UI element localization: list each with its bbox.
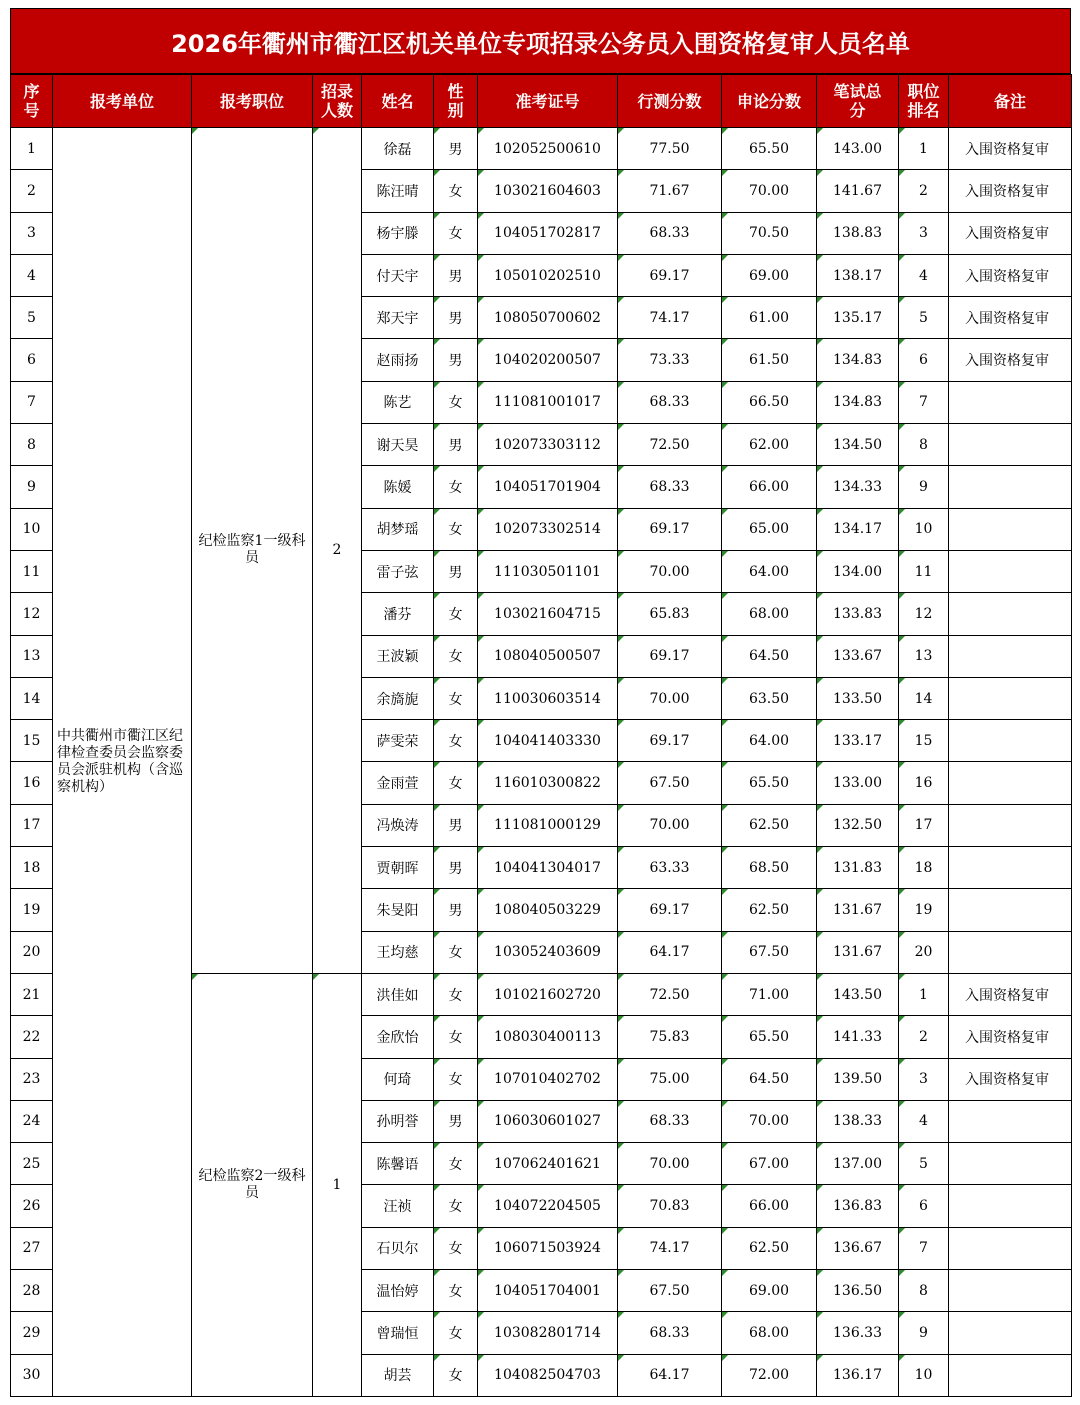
cell-remark bbox=[949, 1312, 1072, 1354]
cell-rank: 15 bbox=[899, 720, 949, 762]
cell-ticket-number: 103052403609 bbox=[478, 931, 618, 973]
cell-ticket-number: 111081000129 bbox=[478, 804, 618, 846]
cell-gender: 女 bbox=[434, 1227, 478, 1269]
cell-ticket-number: 102073303112 bbox=[478, 424, 618, 466]
cell-rank: 3 bbox=[899, 1058, 949, 1100]
cell-ticket-number: 107010402702 bbox=[478, 1058, 618, 1100]
cell-index: 1 bbox=[11, 128, 53, 170]
cell-rank: 9 bbox=[899, 1312, 949, 1354]
cell-total-score: 136.67 bbox=[817, 1227, 899, 1269]
cell-shenlun-score: 62.00 bbox=[722, 424, 817, 466]
cell-gender: 女 bbox=[434, 1312, 478, 1354]
cell-name: 温怡婷 bbox=[362, 1270, 434, 1312]
cell-ticket-number: 103082801714 bbox=[478, 1312, 618, 1354]
cell-remark bbox=[949, 1185, 1072, 1227]
cell-rank: 4 bbox=[899, 254, 949, 296]
cell-remark: 入围资格复审 bbox=[949, 1016, 1072, 1058]
cell-ticket-number: 104072204505 bbox=[478, 1185, 618, 1227]
results-sheet bbox=[10, 8, 1071, 1397]
cell-remark: 入围资格复审 bbox=[949, 212, 1072, 254]
cell-shenlun-score: 62.50 bbox=[722, 804, 817, 846]
cell-name: 王均慈 bbox=[362, 931, 434, 973]
cell-total-score: 131.67 bbox=[817, 931, 899, 973]
cell-gender: 女 bbox=[434, 212, 478, 254]
cell-ticket-number: 110030603514 bbox=[478, 677, 618, 719]
cell-total-score: 136.50 bbox=[817, 1270, 899, 1312]
cell-index: 4 bbox=[11, 254, 53, 296]
cell-rank: 20 bbox=[899, 931, 949, 973]
header-cell-gender: 性别 bbox=[434, 75, 478, 128]
cell-rank: 10 bbox=[899, 508, 949, 550]
header-cell-name: 姓名 bbox=[362, 75, 434, 128]
cell-total-score: 132.50 bbox=[817, 804, 899, 846]
cell-total-score: 133.83 bbox=[817, 593, 899, 635]
cell-shenlun-score: 64.50 bbox=[722, 1058, 817, 1100]
cell-index: 21 bbox=[11, 973, 53, 1015]
cell-index: 19 bbox=[11, 889, 53, 931]
cell-shenlun-score: 68.00 bbox=[722, 1312, 817, 1354]
cell-rank: 6 bbox=[899, 1185, 949, 1227]
cell-rank: 2 bbox=[899, 1016, 949, 1058]
cell-name: 曾瑞恒 bbox=[362, 1312, 434, 1354]
cell-total-score: 134.83 bbox=[817, 381, 899, 423]
cell-xingce-score: 64.17 bbox=[618, 1354, 722, 1396]
cell-remark bbox=[949, 424, 1072, 466]
cell-remark: 入围资格复审 bbox=[949, 973, 1072, 1015]
cell-xingce-score: 68.33 bbox=[618, 1100, 722, 1142]
cell-index: 16 bbox=[11, 762, 53, 804]
cell-index: 18 bbox=[11, 847, 53, 889]
cell-ticket-number: 104051704001 bbox=[478, 1270, 618, 1312]
cell-ticket-number: 116010300822 bbox=[478, 762, 618, 804]
cell-name: 郑天宇 bbox=[362, 297, 434, 339]
cell-remark bbox=[949, 635, 1072, 677]
cell-xingce-score: 68.33 bbox=[618, 212, 722, 254]
cell-index: 17 bbox=[11, 804, 53, 846]
cell-remark bbox=[949, 1270, 1072, 1312]
cell-shenlun-score: 65.50 bbox=[722, 762, 817, 804]
cell-index: 29 bbox=[11, 1312, 53, 1354]
cell-shenlun-score: 64.00 bbox=[722, 550, 817, 592]
cell-rank: 7 bbox=[899, 381, 949, 423]
cell-gender: 女 bbox=[434, 973, 478, 1015]
cell-name: 陈馨语 bbox=[362, 1143, 434, 1185]
cell-gender: 女 bbox=[434, 1058, 478, 1100]
cell-gender: 男 bbox=[434, 804, 478, 846]
cell-index: 15 bbox=[11, 720, 53, 762]
cell-ticket-number: 108050700602 bbox=[478, 297, 618, 339]
cell-shenlun-score: 64.50 bbox=[722, 635, 817, 677]
cell-shenlun-score: 65.00 bbox=[722, 508, 817, 550]
cell-remark bbox=[949, 550, 1072, 592]
cell-name: 陈汪晴 bbox=[362, 170, 434, 212]
cell-shenlun-score: 63.50 bbox=[722, 677, 817, 719]
cell-total-score: 141.67 bbox=[817, 170, 899, 212]
cell-rank: 16 bbox=[899, 762, 949, 804]
cell-gender: 女 bbox=[434, 1185, 478, 1227]
cell-gender: 男 bbox=[434, 847, 478, 889]
cell-ticket-number: 105010202510 bbox=[478, 254, 618, 296]
cell-shenlun-score: 66.00 bbox=[722, 466, 817, 508]
cell-ticket-number: 111081001017 bbox=[478, 381, 618, 423]
cell-gender: 女 bbox=[434, 931, 478, 973]
cell-total-score: 133.17 bbox=[817, 720, 899, 762]
cell-remark bbox=[949, 1100, 1072, 1142]
cell-index: 12 bbox=[11, 593, 53, 635]
cell-quota: 1 bbox=[313, 973, 362, 1396]
header-cell-quota: 招录人数 bbox=[313, 75, 362, 128]
header-row bbox=[11, 75, 1072, 128]
table-body bbox=[11, 128, 1072, 1397]
cell-rank: 4 bbox=[899, 1100, 949, 1142]
cell-shenlun-score: 71.00 bbox=[722, 973, 817, 1015]
cell-remark: 入围资格复审 bbox=[949, 1058, 1072, 1100]
cell-index: 14 bbox=[11, 677, 53, 719]
header-cell-rank: 职位排名 bbox=[899, 75, 949, 128]
cell-ticket-number: 104051702817 bbox=[478, 212, 618, 254]
cell-shenlun-score: 72.00 bbox=[722, 1354, 817, 1396]
cell-total-score: 133.00 bbox=[817, 762, 899, 804]
cell-gender: 男 bbox=[434, 128, 478, 170]
cell-gender: 女 bbox=[434, 1016, 478, 1058]
cell-rank: 8 bbox=[899, 424, 949, 466]
header-cell-shenlun: 申论分数 bbox=[722, 75, 817, 128]
cell-shenlun-score: 62.50 bbox=[722, 1227, 817, 1269]
cell-rank: 10 bbox=[899, 1354, 949, 1396]
cell-shenlun-score: 70.00 bbox=[722, 1100, 817, 1142]
cell-index: 7 bbox=[11, 381, 53, 423]
cell-xingce-score: 70.00 bbox=[618, 550, 722, 592]
cell-total-score: 143.50 bbox=[817, 973, 899, 1015]
cell-shenlun-score: 67.50 bbox=[722, 931, 817, 973]
cell-index: 25 bbox=[11, 1143, 53, 1185]
cell-shenlun-score: 61.00 bbox=[722, 297, 817, 339]
cell-index: 5 bbox=[11, 297, 53, 339]
cell-xingce-score: 68.33 bbox=[618, 1312, 722, 1354]
cell-total-score: 137.00 bbox=[817, 1143, 899, 1185]
cell-name: 余旖旎 bbox=[362, 677, 434, 719]
table-row bbox=[11, 128, 1072, 170]
cell-rank: 19 bbox=[899, 889, 949, 931]
cell-ticket-number: 108030400113 bbox=[478, 1016, 618, 1058]
cell-xingce-score: 70.00 bbox=[618, 804, 722, 846]
cell-total-score: 136.83 bbox=[817, 1185, 899, 1227]
cell-shenlun-score: 67.00 bbox=[722, 1143, 817, 1185]
cell-ticket-number: 108040503229 bbox=[478, 889, 618, 931]
cell-name: 冯焕涛 bbox=[362, 804, 434, 846]
cell-remark: 入围资格复审 bbox=[949, 339, 1072, 381]
cell-rank: 2 bbox=[899, 170, 949, 212]
cell-xingce-score: 70.00 bbox=[618, 677, 722, 719]
cell-rank: 17 bbox=[899, 804, 949, 846]
cell-remark bbox=[949, 762, 1072, 804]
cell-gender: 女 bbox=[434, 635, 478, 677]
cell-ticket-number: 103021604603 bbox=[478, 170, 618, 212]
cell-remark bbox=[949, 720, 1072, 762]
cell-ticket-number: 104041304017 bbox=[478, 847, 618, 889]
cell-xingce-score: 67.50 bbox=[618, 1270, 722, 1312]
cell-index: 2 bbox=[11, 170, 53, 212]
cell-index: 13 bbox=[11, 635, 53, 677]
cell-gender: 女 bbox=[434, 170, 478, 212]
cell-name: 朱旻阳 bbox=[362, 889, 434, 931]
cell-gender: 男 bbox=[434, 339, 478, 381]
cell-rank: 1 bbox=[899, 128, 949, 170]
cell-remark: 入围资格复审 bbox=[949, 297, 1072, 339]
cell-shenlun-score: 68.00 bbox=[722, 593, 817, 635]
header-cell-remark: 备注 bbox=[949, 75, 1072, 128]
cell-name: 陈媛 bbox=[362, 466, 434, 508]
cell-total-score: 136.17 bbox=[817, 1354, 899, 1396]
cell-position: 纪检监察1一级科员 bbox=[192, 128, 313, 974]
cell-index: 11 bbox=[11, 550, 53, 592]
cell-rank: 5 bbox=[899, 1143, 949, 1185]
cell-name: 杨宇滕 bbox=[362, 212, 434, 254]
cell-xingce-score: 64.17 bbox=[618, 931, 722, 973]
cell-gender: 男 bbox=[434, 297, 478, 339]
cell-shenlun-score: 70.50 bbox=[722, 212, 817, 254]
cell-remark: 入围资格复审 bbox=[949, 128, 1072, 170]
cell-name: 金雨萱 bbox=[362, 762, 434, 804]
cell-remark bbox=[949, 677, 1072, 719]
cell-total-score: 143.00 bbox=[817, 128, 899, 170]
cell-ticket-number: 104051701904 bbox=[478, 466, 618, 508]
cell-total-score: 134.83 bbox=[817, 339, 899, 381]
cell-total-score: 134.50 bbox=[817, 424, 899, 466]
cell-xingce-score: 71.67 bbox=[618, 170, 722, 212]
cell-xingce-score: 75.83 bbox=[618, 1016, 722, 1058]
cell-name: 雷子弦 bbox=[362, 550, 434, 592]
cell-remark bbox=[949, 1354, 1072, 1396]
cell-ticket-number: 106030601027 bbox=[478, 1100, 618, 1142]
cell-ticket-number: 104082504703 bbox=[478, 1354, 618, 1396]
cell-ticket-number: 103021604715 bbox=[478, 593, 618, 635]
cell-rank: 3 bbox=[899, 212, 949, 254]
cell-remark bbox=[949, 1227, 1072, 1269]
cell-gender: 女 bbox=[434, 762, 478, 804]
cell-name: 金欣怡 bbox=[362, 1016, 434, 1058]
cell-xingce-score: 67.50 bbox=[618, 762, 722, 804]
cell-total-score: 136.33 bbox=[817, 1312, 899, 1354]
header-cell-total: 笔试总分 bbox=[817, 75, 899, 128]
cell-rank: 14 bbox=[899, 677, 949, 719]
cell-gender: 女 bbox=[434, 466, 478, 508]
cell-index: 24 bbox=[11, 1100, 53, 1142]
cell-index: 3 bbox=[11, 212, 53, 254]
cell-index: 30 bbox=[11, 1354, 53, 1396]
cell-total-score: 133.50 bbox=[817, 677, 899, 719]
cell-rank: 8 bbox=[899, 1270, 949, 1312]
header-cell-unit: 报考单位 bbox=[53, 75, 192, 128]
cell-remark bbox=[949, 508, 1072, 550]
cell-xingce-score: 68.33 bbox=[618, 466, 722, 508]
cell-shenlun-score: 69.00 bbox=[722, 254, 817, 296]
cell-unit: 中共衢州市衢江区纪律检查委员会监察委员会派驻机构（含巡察机构） bbox=[53, 128, 192, 1397]
cell-name: 潘芬 bbox=[362, 593, 434, 635]
cell-rank: 1 bbox=[899, 973, 949, 1015]
cell-rank: 18 bbox=[899, 847, 949, 889]
cell-name: 汪祯 bbox=[362, 1185, 434, 1227]
cell-name: 洪佳如 bbox=[362, 973, 434, 1015]
cell-gender: 男 bbox=[434, 550, 478, 592]
cell-remark bbox=[949, 593, 1072, 635]
cell-total-score: 131.83 bbox=[817, 847, 899, 889]
cell-name: 付天宇 bbox=[362, 254, 434, 296]
cell-total-score: 138.83 bbox=[817, 212, 899, 254]
cell-position: 纪检监察2一级科员 bbox=[192, 973, 313, 1396]
cell-xingce-score: 74.17 bbox=[618, 297, 722, 339]
cell-index: 9 bbox=[11, 466, 53, 508]
cell-gender: 女 bbox=[434, 1354, 478, 1396]
cell-gender: 女 bbox=[434, 381, 478, 423]
cell-index: 10 bbox=[11, 508, 53, 550]
cell-shenlun-score: 65.50 bbox=[722, 1016, 817, 1058]
cell-rank: 12 bbox=[899, 593, 949, 635]
cell-ticket-number: 108040500507 bbox=[478, 635, 618, 677]
cell-total-score: 134.33 bbox=[817, 466, 899, 508]
cell-ticket-number: 111030501101 bbox=[478, 550, 618, 592]
candidate-table bbox=[10, 74, 1072, 1397]
cell-remark bbox=[949, 931, 1072, 973]
cell-rank: 5 bbox=[899, 297, 949, 339]
cell-shenlun-score: 69.00 bbox=[722, 1270, 817, 1312]
cell-total-score: 135.17 bbox=[817, 297, 899, 339]
cell-gender: 女 bbox=[434, 508, 478, 550]
cell-rank: 6 bbox=[899, 339, 949, 381]
cell-xingce-score: 69.17 bbox=[618, 889, 722, 931]
cell-rank: 7 bbox=[899, 1227, 949, 1269]
cell-remark bbox=[949, 847, 1072, 889]
header-cell-ticket: 准考证号 bbox=[478, 75, 618, 128]
cell-xingce-score: 74.17 bbox=[618, 1227, 722, 1269]
cell-shenlun-score: 66.00 bbox=[722, 1185, 817, 1227]
cell-name: 贾朝晖 bbox=[362, 847, 434, 889]
cell-gender: 女 bbox=[434, 1270, 478, 1312]
cell-xingce-score: 70.00 bbox=[618, 1143, 722, 1185]
cell-rank: 11 bbox=[899, 550, 949, 592]
cell-xingce-score: 73.33 bbox=[618, 339, 722, 381]
cell-xingce-score: 70.83 bbox=[618, 1185, 722, 1227]
cell-xingce-score: 69.17 bbox=[618, 254, 722, 296]
cell-total-score: 134.17 bbox=[817, 508, 899, 550]
cell-gender: 男 bbox=[434, 889, 478, 931]
cell-quota: 2 bbox=[313, 128, 362, 974]
cell-xingce-score: 72.50 bbox=[618, 424, 722, 466]
cell-total-score: 134.00 bbox=[817, 550, 899, 592]
cell-name: 胡芸 bbox=[362, 1354, 434, 1396]
cell-shenlun-score: 68.50 bbox=[722, 847, 817, 889]
cell-name: 王波颖 bbox=[362, 635, 434, 677]
cell-total-score: 131.67 bbox=[817, 889, 899, 931]
cell-name: 萨雯荣 bbox=[362, 720, 434, 762]
cell-shenlun-score: 66.50 bbox=[722, 381, 817, 423]
cell-remark bbox=[949, 381, 1072, 423]
cell-shenlun-score: 61.50 bbox=[722, 339, 817, 381]
cell-gender: 男 bbox=[434, 1100, 478, 1142]
cell-total-score: 141.33 bbox=[817, 1016, 899, 1058]
cell-name: 石贝尔 bbox=[362, 1227, 434, 1269]
cell-index: 22 bbox=[11, 1016, 53, 1058]
cell-index: 26 bbox=[11, 1185, 53, 1227]
cell-index: 23 bbox=[11, 1058, 53, 1100]
header-cell-position: 报考职位 bbox=[192, 75, 313, 128]
cell-xingce-score: 65.83 bbox=[618, 593, 722, 635]
cell-ticket-number: 101021602720 bbox=[478, 973, 618, 1015]
cell-xingce-score: 72.50 bbox=[618, 973, 722, 1015]
cell-ticket-number: 102052500610 bbox=[478, 128, 618, 170]
page-title: 2026年衢州市衢江区机关单位专项招录公务员入围资格复审人员名单 bbox=[10, 8, 1071, 74]
cell-ticket-number: 104020200507 bbox=[478, 339, 618, 381]
cell-remark: 入围资格复审 bbox=[949, 170, 1072, 212]
cell-total-score: 139.50 bbox=[817, 1058, 899, 1100]
cell-shenlun-score: 62.50 bbox=[722, 889, 817, 931]
cell-gender: 男 bbox=[434, 254, 478, 296]
cell-gender: 女 bbox=[434, 1143, 478, 1185]
cell-index: 8 bbox=[11, 424, 53, 466]
cell-index: 20 bbox=[11, 931, 53, 973]
cell-ticket-number: 102073302514 bbox=[478, 508, 618, 550]
header-cell-index: 序号 bbox=[11, 75, 53, 128]
cell-xingce-score: 75.00 bbox=[618, 1058, 722, 1100]
header-cell-xingce: 行测分数 bbox=[618, 75, 722, 128]
cell-shenlun-score: 65.50 bbox=[722, 128, 817, 170]
cell-shenlun-score: 70.00 bbox=[722, 170, 817, 212]
cell-ticket-number: 104041403330 bbox=[478, 720, 618, 762]
cell-xingce-score: 69.17 bbox=[618, 635, 722, 677]
cell-shenlun-score: 64.00 bbox=[722, 720, 817, 762]
cell-index: 27 bbox=[11, 1227, 53, 1269]
cell-name: 陈艺 bbox=[362, 381, 434, 423]
cell-remark bbox=[949, 889, 1072, 931]
cell-total-score: 138.17 bbox=[817, 254, 899, 296]
cell-total-score: 133.67 bbox=[817, 635, 899, 677]
cell-gender: 女 bbox=[434, 677, 478, 719]
cell-remark bbox=[949, 466, 1072, 508]
cell-xingce-score: 69.17 bbox=[618, 508, 722, 550]
cell-name: 何琦 bbox=[362, 1058, 434, 1100]
cell-index: 6 bbox=[11, 339, 53, 381]
cell-name: 徐磊 bbox=[362, 128, 434, 170]
cell-rank: 13 bbox=[899, 635, 949, 677]
cell-rank: 9 bbox=[899, 466, 949, 508]
cell-ticket-number: 107062401621 bbox=[478, 1143, 618, 1185]
cell-xingce-score: 63.33 bbox=[618, 847, 722, 889]
cell-gender: 女 bbox=[434, 720, 478, 762]
cell-xingce-score: 68.33 bbox=[618, 381, 722, 423]
cell-gender: 女 bbox=[434, 593, 478, 635]
cell-ticket-number: 106071503924 bbox=[478, 1227, 618, 1269]
cell-name: 谢天昊 bbox=[362, 424, 434, 466]
cell-name: 胡梦瑶 bbox=[362, 508, 434, 550]
cell-name: 赵雨扬 bbox=[362, 339, 434, 381]
cell-remark bbox=[949, 804, 1072, 846]
cell-xingce-score: 77.50 bbox=[618, 128, 722, 170]
cell-total-score: 138.33 bbox=[817, 1100, 899, 1142]
cell-xingce-score: 69.17 bbox=[618, 720, 722, 762]
cell-remark bbox=[949, 1143, 1072, 1185]
cell-name: 孙明誉 bbox=[362, 1100, 434, 1142]
cell-remark: 入围资格复审 bbox=[949, 254, 1072, 296]
cell-gender: 男 bbox=[434, 424, 478, 466]
cell-index: 28 bbox=[11, 1270, 53, 1312]
